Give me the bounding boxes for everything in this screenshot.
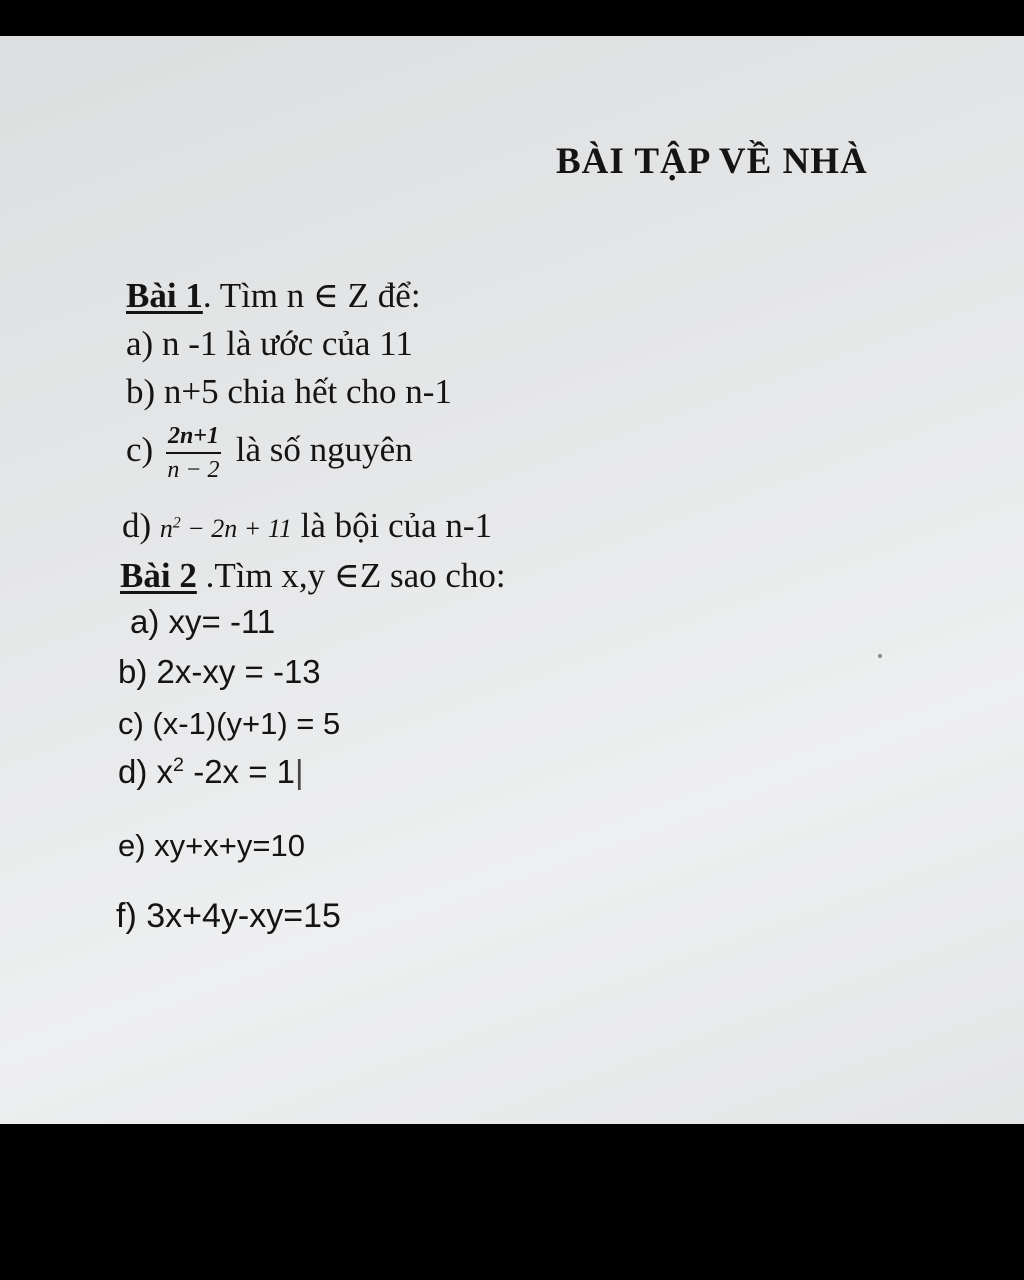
- fraction-numerator: 2n+1: [166, 422, 221, 454]
- worksheet-page: [0, 36, 1024, 1124]
- item-d-exponent: 2: [173, 754, 185, 776]
- item-c-label: c): [126, 430, 154, 469]
- expr-rest: − 2n + 11: [180, 514, 292, 543]
- exercise-1-item-b: b) n+5 chia hết cho n-1: [126, 372, 452, 411]
- polynomial-expression: [160, 514, 292, 543]
- exercise-2-header: [120, 556, 506, 596]
- exercise-2-item-d: [118, 752, 304, 792]
- exercise-1-item-c: [126, 414, 413, 486]
- exercise-2-item-e: e) xy+x+y=10: [118, 828, 305, 863]
- expr-base: n: [159, 514, 173, 543]
- expr-exponent: 2: [172, 514, 181, 532]
- exercise-2-prompt: .Tìm x,y ∈Z sao cho:: [196, 556, 506, 595]
- exercise-1-prompt: . Tìm n ∈ Z để:: [202, 276, 421, 315]
- item-c-text: là số nguyên: [235, 430, 413, 469]
- exercise-1-item-a: a) n -1 là ước của 11: [126, 324, 413, 363]
- exercise-2-heading: Bài 2: [120, 556, 197, 595]
- item-d-label: d): [122, 506, 152, 545]
- item-d-text: là bội của n-1: [300, 506, 493, 545]
- exercise-1-header: [126, 276, 421, 316]
- exercise-2-item-a: a) xy= -11: [130, 603, 276, 640]
- exercise-1-item-d: [122, 506, 492, 549]
- exercise-2-item-c: c) (x-1)(y+1) = 5: [118, 706, 341, 741]
- page-title: BÀI TẬP VỀ NHÀ: [556, 141, 868, 182]
- exercise-2-item-f: f) 3x+4y-xy=15: [116, 897, 341, 935]
- fraction-denominator: n − 2: [167, 456, 220, 483]
- item-d-rest: -2x = 1: [184, 753, 296, 790]
- paper-speck: [878, 654, 882, 658]
- item-d-label: d) x: [118, 753, 174, 790]
- exercise-2-item-b: b) 2x-xy = -13: [118, 653, 321, 690]
- exercise-1-heading: Bài 1: [126, 276, 203, 315]
- text-cursor: |: [295, 753, 304, 790]
- fraction-expression: [166, 422, 221, 484]
